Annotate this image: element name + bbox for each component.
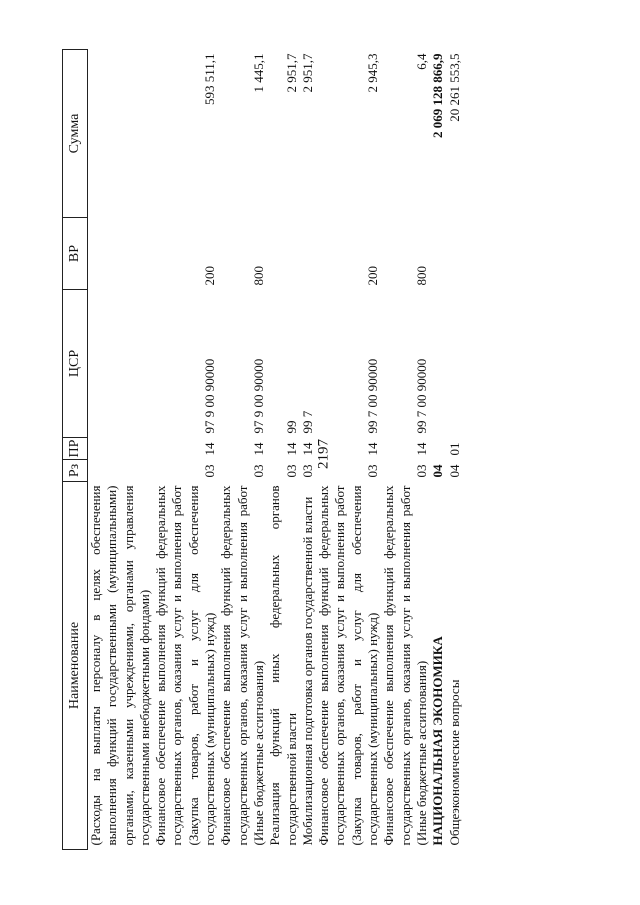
row-csr	[447, 290, 463, 438]
row-rz: 03	[413, 464, 429, 478]
row-csr: 97 9 00 90000	[250, 358, 266, 434]
row-rz	[88, 460, 154, 482]
row-sum: 2 951,7	[299, 53, 315, 93]
table-row	[316, 50, 381, 850]
row-vr: 800	[413, 266, 429, 286]
header-row	[63, 50, 88, 850]
row-pr: 01	[446, 442, 462, 456]
row-name: Финансовое обеспечение выполнения функций федеральных государственных органов, оказания услуг и выполнения работ (Иные бюджетные ассигнования)	[218, 485, 266, 846]
header-rz: Рз	[63, 460, 88, 482]
table-row	[88, 50, 154, 850]
row-vr	[447, 218, 463, 290]
table-row-section	[430, 50, 446, 850]
header-vr: ВР	[63, 218, 88, 290]
row-rz: 03	[283, 464, 299, 478]
row-csr: 99 7 00 90000	[413, 358, 429, 434]
rotated-page-content	[62, 50, 562, 850]
row-pr	[430, 438, 446, 460]
table-row	[381, 50, 430, 850]
row-name: Мобилизационная подготовка органов государственной власти	[299, 496, 315, 846]
row-name: Реализация функций иных федеральных органов государственной власти	[267, 485, 299, 846]
page-number: 2197	[315, 439, 332, 469]
row-rz: 03	[365, 464, 381, 478]
row-pr: 14	[413, 442, 429, 456]
row-csr: 99 7	[299, 410, 315, 434]
table-row	[218, 50, 267, 850]
row-sum: 2 945,3	[365, 53, 381, 93]
row-vr: 200	[365, 266, 381, 286]
row-name: НАЦИОНАЛЬНАЯ ЭКОНОМИКА	[430, 636, 446, 846]
row-pr: 14	[365, 442, 381, 456]
row-csr	[88, 290, 154, 438]
table-body	[88, 50, 463, 850]
budget-table	[62, 49, 463, 850]
row-rz: 03	[202, 464, 218, 478]
row-sum: 20 261 553,5	[446, 53, 462, 122]
row-pr: 14	[283, 442, 299, 456]
row-rz: 04	[446, 464, 462, 478]
row-name: Финансовое обеспечение выполнения функций федеральных государственных органов, оказания услуг и выполнения работ (Закупка товаров, работ и услуг для обеспечения государственных (муниципальных) нужд)	[153, 485, 218, 846]
row-rz: 04	[430, 464, 446, 478]
row-sum	[88, 50, 154, 218]
row-sum: 6,4	[413, 53, 429, 70]
table-row	[267, 50, 300, 850]
row-pr	[88, 438, 154, 460]
row-csr: 99	[283, 420, 299, 434]
row-pr: 14	[299, 442, 315, 456]
table-header	[63, 50, 88, 850]
row-sum: 1 445,1	[250, 53, 266, 93]
row-sum: 2 951,7	[283, 53, 299, 93]
row-sum: 593 511,1	[202, 53, 218, 106]
row-csr: 97 9 00 90000	[202, 358, 218, 434]
row-rz: 03	[250, 464, 266, 478]
row-name: Общеэкономические вопросы	[446, 679, 462, 846]
header-csr: ЦСР	[63, 290, 88, 438]
row-rz: 03	[299, 464, 315, 478]
row-pr: 14	[250, 442, 266, 456]
row-vr: 800	[250, 266, 266, 286]
row-sum: 2 069 128 866,9	[430, 53, 446, 138]
table-row	[447, 50, 463, 850]
row-name: Финансовое обеспечение выполнения функций федеральных государственных органов, оказания услуг и выполнения работ (Закупка товаров, работ и услуг для обеспечения государственных (муниципальных) нужд)	[316, 485, 381, 846]
header-sum: Сумма	[63, 50, 88, 218]
table-row	[300, 50, 316, 850]
row-csr	[430, 290, 446, 438]
table-row	[153, 50, 218, 850]
row-name: (Расходы на выплаты персоналу в целях обеспечения выполнения функций государственными (муниципальными) органами, казенными учреждениями, органами управления государственными внебюджетными фондами)	[88, 485, 152, 846]
header-pr: ПР	[63, 438, 88, 460]
row-vr: 200	[202, 266, 218, 286]
row-name: Финансовое обеспечение выполнения функций федеральных государственных органов, оказания услуг и выполнения работ (Иные бюджетные ассигнования)	[381, 485, 429, 846]
row-csr: 99 7 00 90000	[365, 358, 381, 434]
row-pr: 14	[202, 442, 218, 456]
row-vr	[300, 218, 316, 290]
row-vr	[88, 218, 154, 290]
header-name: Наименование	[63, 482, 88, 850]
row-vr	[430, 218, 446, 290]
row-vr	[267, 218, 300, 290]
